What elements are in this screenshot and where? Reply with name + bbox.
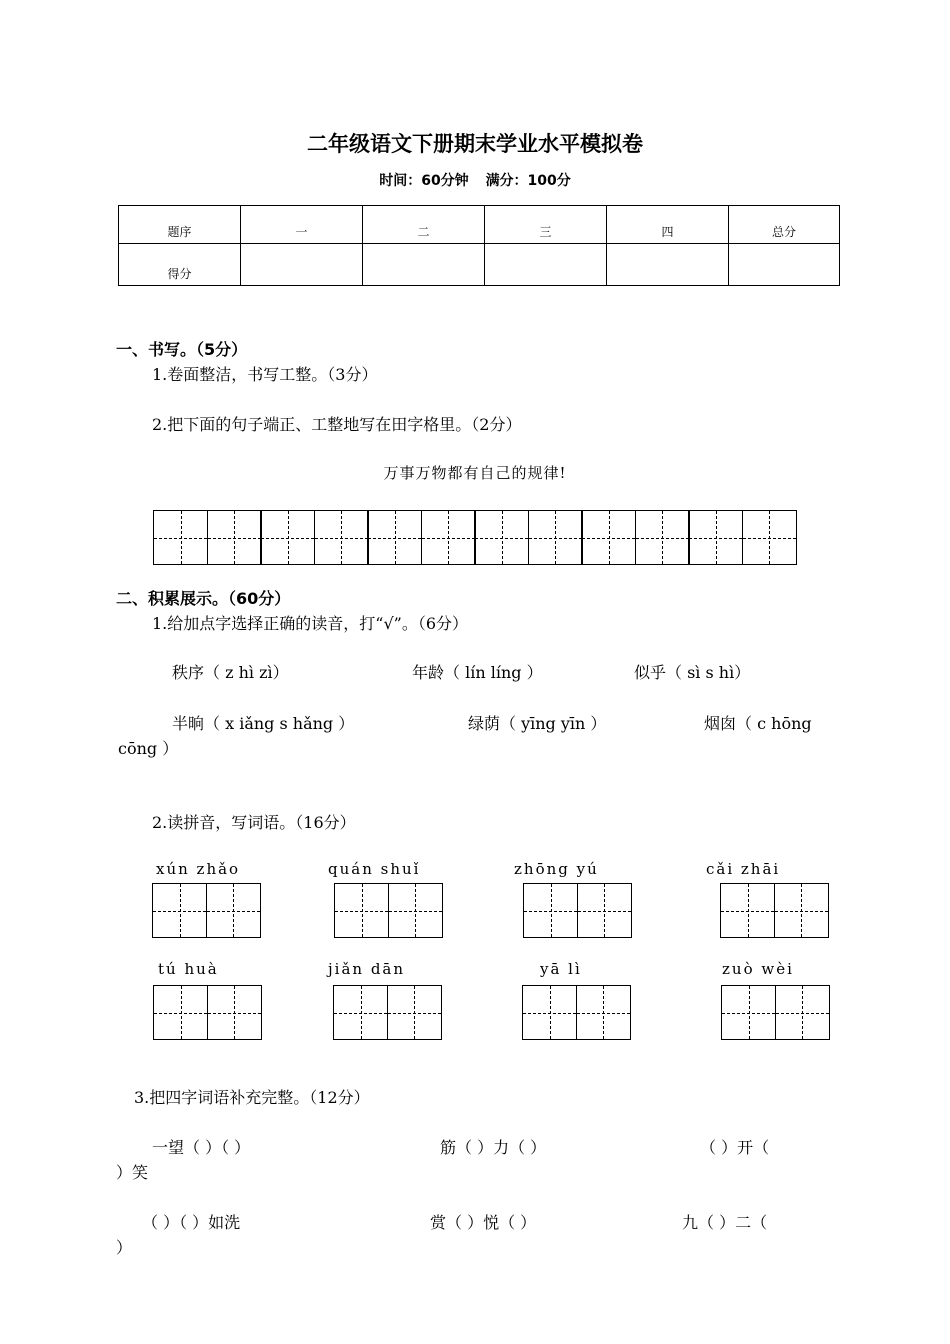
score-blank-cell[interactable] [729, 244, 840, 286]
word-grid[interactable] [523, 883, 632, 938]
tianzige-cell[interactable] [388, 883, 443, 938]
idiom-item: 筋（ ）力（ ） [440, 1138, 547, 1157]
pinyin-label: zuò wèi [722, 960, 794, 978]
score-header-cell: 题序 [119, 206, 241, 244]
exam-info [0, 170, 950, 190]
reading-item: 似乎（ sì s hì） [634, 663, 751, 682]
pinyin-label: jiǎn dān [328, 960, 406, 978]
word-grid[interactable] [152, 883, 261, 938]
pinyin-label: cǎi zhāi [706, 860, 781, 878]
word-grid[interactable] [721, 985, 830, 1040]
tianzige-cell[interactable] [421, 510, 476, 565]
tianzige-cell[interactable] [581, 510, 636, 565]
section-2-q1: 1.给加点字选择正确的读音，打“√”。（6分） [152, 614, 469, 633]
tianzige-cell[interactable] [153, 985, 208, 1040]
score-blank-cell[interactable] [485, 244, 607, 286]
tianzige-grid[interactable] [153, 510, 797, 565]
reading-item: 烟囱（ c hōng [704, 714, 812, 733]
pinyin-label: tú huà [158, 960, 219, 978]
tianzige-cell[interactable] [334, 883, 389, 938]
tianzige-cell[interactable] [774, 883, 829, 938]
word-grid[interactable] [153, 985, 262, 1040]
idiom-item: 一望（ ）（ ） [152, 1138, 251, 1157]
tianzige-cell[interactable] [367, 510, 422, 565]
section-1-q1: 1.卷面整洁，书写工整。（3分） [152, 365, 378, 384]
pinyin-label: quán shuǐ [328, 860, 421, 878]
score-blank-cell[interactable] [241, 244, 363, 286]
tianzige-cell[interactable] [314, 510, 369, 565]
tianzige-cell[interactable] [474, 510, 529, 565]
tianzige-cell[interactable] [152, 883, 207, 938]
tianzige-cell[interactable] [260, 510, 315, 565]
idiom-item: 赏（ ）悦（ ） [430, 1213, 537, 1232]
word-grid[interactable] [522, 985, 631, 1040]
reading-item: 年龄（ lín líng ） [412, 663, 543, 682]
copy-sentence: 万事万物都有自己的规律! [383, 464, 567, 482]
tianzige-cell[interactable] [523, 883, 578, 938]
reading-item: cōng ） [118, 739, 179, 758]
tianzige-cell[interactable] [688, 510, 743, 565]
tianzige-cell[interactable] [387, 985, 442, 1040]
tianzige-cell[interactable] [333, 985, 388, 1040]
tianzige-cell[interactable] [153, 510, 208, 565]
idiom-item: （ ）（ ）如洗 [142, 1213, 241, 1232]
tianzige-cell[interactable] [522, 985, 577, 1040]
section-2-q3: 3.把四字词语补充完整。（12分） [134, 1088, 370, 1107]
pinyin-label: zhōng yú [514, 860, 599, 878]
reading-item: 秩序（ z hì zì） [172, 663, 289, 682]
idiom-item: 九（ ）二（ [682, 1213, 768, 1232]
section-2-title: 二、积累展示。（60分） [116, 589, 291, 608]
pinyin-label: yā lì [540, 960, 582, 978]
word-grid[interactable] [333, 985, 442, 1040]
idiom-item: ） [116, 1238, 133, 1257]
tianzige-cell[interactable] [576, 985, 631, 1040]
tianzige-cell[interactable] [742, 510, 797, 565]
exam-score: 满分：100分 [485, 173, 571, 189]
tianzige-cell[interactable] [207, 510, 262, 565]
reading-item: 绿荫（ yīng yīn ） [468, 714, 607, 733]
tianzige-cell[interactable] [775, 985, 830, 1040]
score-blank-cell[interactable] [607, 244, 729, 286]
tianzige-cell[interactable] [721, 985, 776, 1040]
section-1-title: 一、书写。（5分） [116, 340, 248, 359]
section-1-q2: 2.把下面的句子端正、工整地写在田字格里。（2分） [152, 415, 522, 434]
score-header-cell: 一 [241, 206, 363, 244]
page-title: 二年级语文下册期末学业水平模拟卷 [307, 132, 643, 156]
tianzige-cell[interactable] [206, 883, 261, 938]
word-grid[interactable] [720, 883, 829, 938]
idiom-item: ）笑 [116, 1163, 149, 1182]
score-header-cell: 二 [363, 206, 485, 244]
section-2-q2: 2.读拼音，写词语。（16分） [152, 813, 356, 832]
score-header-cell: 总分 [729, 206, 840, 244]
score-header-cell: 四 [607, 206, 729, 244]
reading-item: 半晌（ x iǎng s hǎng ） [172, 714, 355, 733]
pinyin-label: xún zhǎo [156, 860, 241, 878]
tianzige-cell[interactable] [720, 883, 775, 938]
tianzige-cell[interactable] [207, 985, 262, 1040]
tianzige-cell[interactable] [528, 510, 583, 565]
score-blank-cell[interactable] [363, 244, 485, 286]
score-header-cell: 三 [485, 206, 607, 244]
tianzige-cell[interactable] [635, 510, 690, 565]
score-row-label: 得分 [119, 244, 241, 286]
score-table [118, 205, 840, 286]
exam-time: 时间：60分钟 [379, 173, 469, 189]
idiom-item: （ ）开（ [700, 1138, 770, 1157]
tianzige-cell[interactable] [577, 883, 632, 938]
word-grid[interactable] [334, 883, 443, 938]
